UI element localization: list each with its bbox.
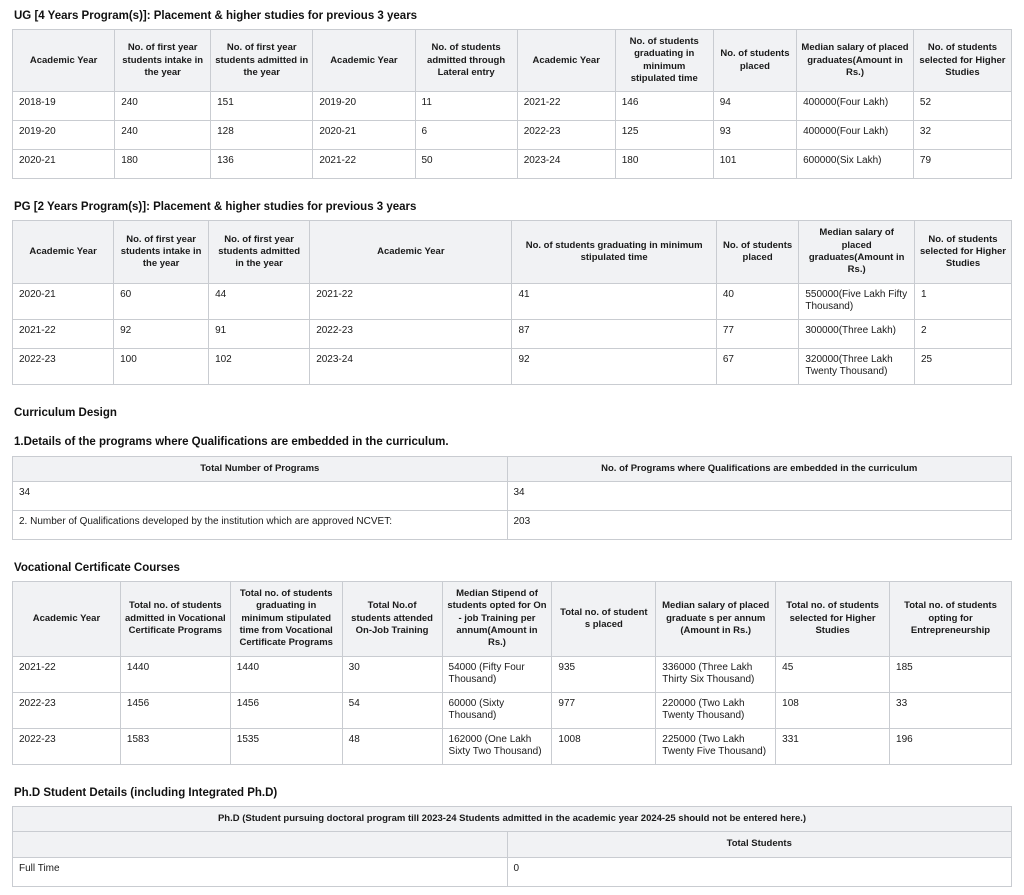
table-cell: 1 <box>914 283 1011 319</box>
table-cell: 11 <box>415 92 517 121</box>
table-cell: 0 <box>507 857 1012 886</box>
table-cell: 136 <box>211 150 313 179</box>
column-header: No. of students graduating in minimum stipulated time <box>615 30 713 92</box>
table-cell: 2021-22 <box>517 92 615 121</box>
table-cell: 87 <box>512 319 716 348</box>
curriculum-design-heading: Curriculum Design <box>14 406 117 419</box>
table-row <box>13 348 1012 384</box>
column-header: No. of students admitted through Lateral entry <box>415 30 517 92</box>
column-header: Academic Year <box>13 582 121 657</box>
table-cell: 79 <box>913 150 1011 179</box>
table-header-row <box>13 30 1012 92</box>
column-header: Total Number of Programs <box>13 456 508 481</box>
phd-section-title: Ph.D Student Details (including Integrated Ph.D) <box>14 786 278 799</box>
table-cell: 2022-23 <box>13 728 121 764</box>
table-cell: 41 <box>512 283 716 319</box>
table-cell: 33 <box>890 692 1012 728</box>
table-cell: 240 <box>115 121 211 150</box>
table-cell: 300000(Three Lakh) <box>799 319 915 348</box>
table-cell: 162000 (One Lakh Sixty Two Thousand) <box>442 728 552 764</box>
curriculum-design-subheading: 1.Details of the programs where Qualifications are embedded in the curriculum. <box>14 435 449 448</box>
phd-banner-header: Ph.D (Student pursuing doctoral program till 2023-24 Students admitted in the academic year 2024-25 should not be entered here.) <box>13 806 1012 831</box>
table-cell: 180 <box>115 150 211 179</box>
column-header: No. of first year students intake in the year <box>114 221 209 283</box>
vocational-table <box>12 581 1012 765</box>
table-cell: Full Time <box>13 857 508 886</box>
table-row <box>13 92 1012 121</box>
column-header: Academic Year <box>313 30 415 92</box>
table-cell: 225000 (Two Lakh Twenty Five Thousand) <box>656 728 776 764</box>
table-cell: 240 <box>115 92 211 121</box>
table-cell: 1440 <box>230 656 342 692</box>
table-cell: 2018-19 <box>13 92 115 121</box>
column-header: Median salary of placed graduates(Amount in Rs.) <box>797 30 914 92</box>
table-cell: 108 <box>776 692 890 728</box>
table-cell: 92 <box>512 348 716 384</box>
ug-table <box>12 29 1012 179</box>
table-cell: 60000 (Sixty Thousand) <box>442 692 552 728</box>
column-header: Total no. of students opting for Entrepreneurship <box>890 582 1012 657</box>
table-cell: 180 <box>615 150 713 179</box>
table-cell: 1535 <box>230 728 342 764</box>
table-cell: 1008 <box>552 728 656 764</box>
table-cell: 45 <box>776 656 890 692</box>
phd-empty-header <box>13 832 508 857</box>
table-cell: 48 <box>342 728 442 764</box>
table-cell: 2020-21 <box>313 121 415 150</box>
column-header: Academic Year <box>13 221 114 283</box>
column-header: No. of first year students admitted in the year <box>211 30 313 92</box>
table-cell: 935 <box>552 656 656 692</box>
table-row <box>13 656 1012 692</box>
table-header-row <box>13 456 1012 481</box>
column-header: No. of Programs where Qualifications are embedded in the curriculum <box>507 456 1012 481</box>
table-cell: 40 <box>716 283 799 319</box>
column-header: Total no. of students admitted in Vocational Certificate Programs <box>120 582 230 657</box>
table-cell: 2020-21 <box>13 150 115 179</box>
table-header-row <box>13 806 1012 831</box>
pg-table <box>12 220 1012 384</box>
table-row <box>13 121 1012 150</box>
table-cell: 34 <box>507 482 1012 511</box>
column-header: No. of students placed <box>716 221 799 283</box>
table-cell: 2021-22 <box>13 319 114 348</box>
ug-section-title: UG [4 Years Program(s)]: Placement & higher studies for previous 3 years <box>14 10 418 22</box>
table-row <box>13 319 1012 348</box>
table-cell: 2022-23 <box>13 692 121 728</box>
table-cell: 400000(Four Lakh) <box>797 92 914 121</box>
table-cell: 400000(Four Lakh) <box>797 121 914 150</box>
table-cell: 125 <box>615 121 713 150</box>
table-cell: 6 <box>415 121 517 150</box>
column-header: Total No.of students attended On-Job Training <box>342 582 442 657</box>
table-cell: 52 <box>913 92 1011 121</box>
table-row <box>13 482 1012 511</box>
column-header: Academic Year <box>13 30 115 92</box>
table-cell: 2019-20 <box>313 92 415 121</box>
table-cell: 2023-24 <box>517 150 615 179</box>
column-header: No. of first year students intake in the year <box>115 30 211 92</box>
column-header: Median salary of placed graduate s per annum (Amount in Rs.) <box>656 582 776 657</box>
table-cell: 1456 <box>120 692 230 728</box>
table-cell: 91 <box>209 319 310 348</box>
table-cell: 203 <box>507 511 1012 540</box>
column-header: Median Stipend of students opted for On - job Training per annum(Amount in Rs.) <box>442 582 552 657</box>
table-cell: 77 <box>716 319 799 348</box>
column-header: No. of students selected for Higher Studies <box>914 221 1011 283</box>
table-cell: 1456 <box>230 692 342 728</box>
table-cell: 128 <box>211 121 313 150</box>
table-row <box>13 283 1012 319</box>
table-header-row <box>13 582 1012 657</box>
table-cell: 220000 (Two Lakh Twenty Thousand) <box>656 692 776 728</box>
pg-section-title: PG [2 Years Program(s)]: Placement & higher studies for previous 3 years <box>14 201 417 214</box>
table-cell: 2022-23 <box>310 319 512 348</box>
table-cell: 336000 (Three Lakh Thirty Six Thousand) <box>656 656 776 692</box>
table-cell: 2022-23 <box>13 348 114 384</box>
table-cell: 600000(Six Lakh) <box>797 150 914 179</box>
table-cell: 196 <box>890 728 1012 764</box>
column-header: Total no. of student s placed <box>552 582 656 657</box>
column-header: Academic Year <box>517 30 615 92</box>
table-row <box>13 511 1012 540</box>
table-cell: 2021-22 <box>310 283 512 319</box>
table-row <box>13 692 1012 728</box>
table-cell: 151 <box>211 92 313 121</box>
table-cell: 977 <box>552 692 656 728</box>
column-header: No. of students graduating in minimum stipulated time <box>512 221 716 283</box>
column-header: Academic Year <box>310 221 512 283</box>
table-cell: 54000 (Fifty Four Thousand) <box>442 656 552 692</box>
table-cell: 102 <box>209 348 310 384</box>
table-row <box>13 150 1012 179</box>
table-header-row <box>13 832 1012 857</box>
phd-table <box>12 806 1012 887</box>
column-header: Total no. of students selected for Higher Studies <box>776 582 890 657</box>
table-cell: 2020-21 <box>13 283 114 319</box>
column-header: Total no. of students graduating in minimum stipulated time from Vocational Certificate Programs <box>230 582 342 657</box>
table-cell: 2021-22 <box>13 656 121 692</box>
table-cell: 146 <box>615 92 713 121</box>
table-cell: 54 <box>342 692 442 728</box>
table-cell: 93 <box>713 121 796 150</box>
table-cell: 1583 <box>120 728 230 764</box>
table-row <box>13 857 1012 886</box>
table-cell: 100 <box>114 348 209 384</box>
table-cell: 331 <box>776 728 890 764</box>
table-cell: 2021-22 <box>313 150 415 179</box>
table-cell: 50 <box>415 150 517 179</box>
column-header: Median salary of placed graduates(Amount in Rs.) <box>799 221 915 283</box>
table-header-row <box>13 221 1012 283</box>
table-cell: 101 <box>713 150 796 179</box>
table-cell: 34 <box>13 482 508 511</box>
table-cell: 94 <box>713 92 796 121</box>
table-cell: 67 <box>716 348 799 384</box>
table-cell: 32 <box>913 121 1011 150</box>
curriculum-table <box>12 456 1012 540</box>
table-cell: 25 <box>914 348 1011 384</box>
table-cell: 44 <box>209 283 310 319</box>
table-cell: 2019-20 <box>13 121 115 150</box>
table-cell: 60 <box>114 283 209 319</box>
column-header: No. of first year students admitted in the year <box>209 221 310 283</box>
table-row <box>13 728 1012 764</box>
vocational-section-title: Vocational Certificate Courses <box>14 562 180 575</box>
table-cell: 550000(Five Lakh Fifty Thousand) <box>799 283 915 319</box>
table-cell: 30 <box>342 656 442 692</box>
column-header: No. of students placed <box>713 30 796 92</box>
column-header: No. of students selected for Higher Studies <box>913 30 1011 92</box>
table-cell: 1440 <box>120 656 230 692</box>
table-cell: 320000(Three Lakh Twenty Thousand) <box>799 348 915 384</box>
table-cell: 2 <box>914 319 1011 348</box>
table-cell: 2022-23 <box>517 121 615 150</box>
table-cell: 92 <box>114 319 209 348</box>
table-cell: 2023-24 <box>310 348 512 384</box>
column-header: Total Students <box>507 832 1012 857</box>
table-cell: 185 <box>890 656 1012 692</box>
table-cell: 2. Number of Qualifications developed by the institution which are approved NCVET: <box>13 511 508 540</box>
